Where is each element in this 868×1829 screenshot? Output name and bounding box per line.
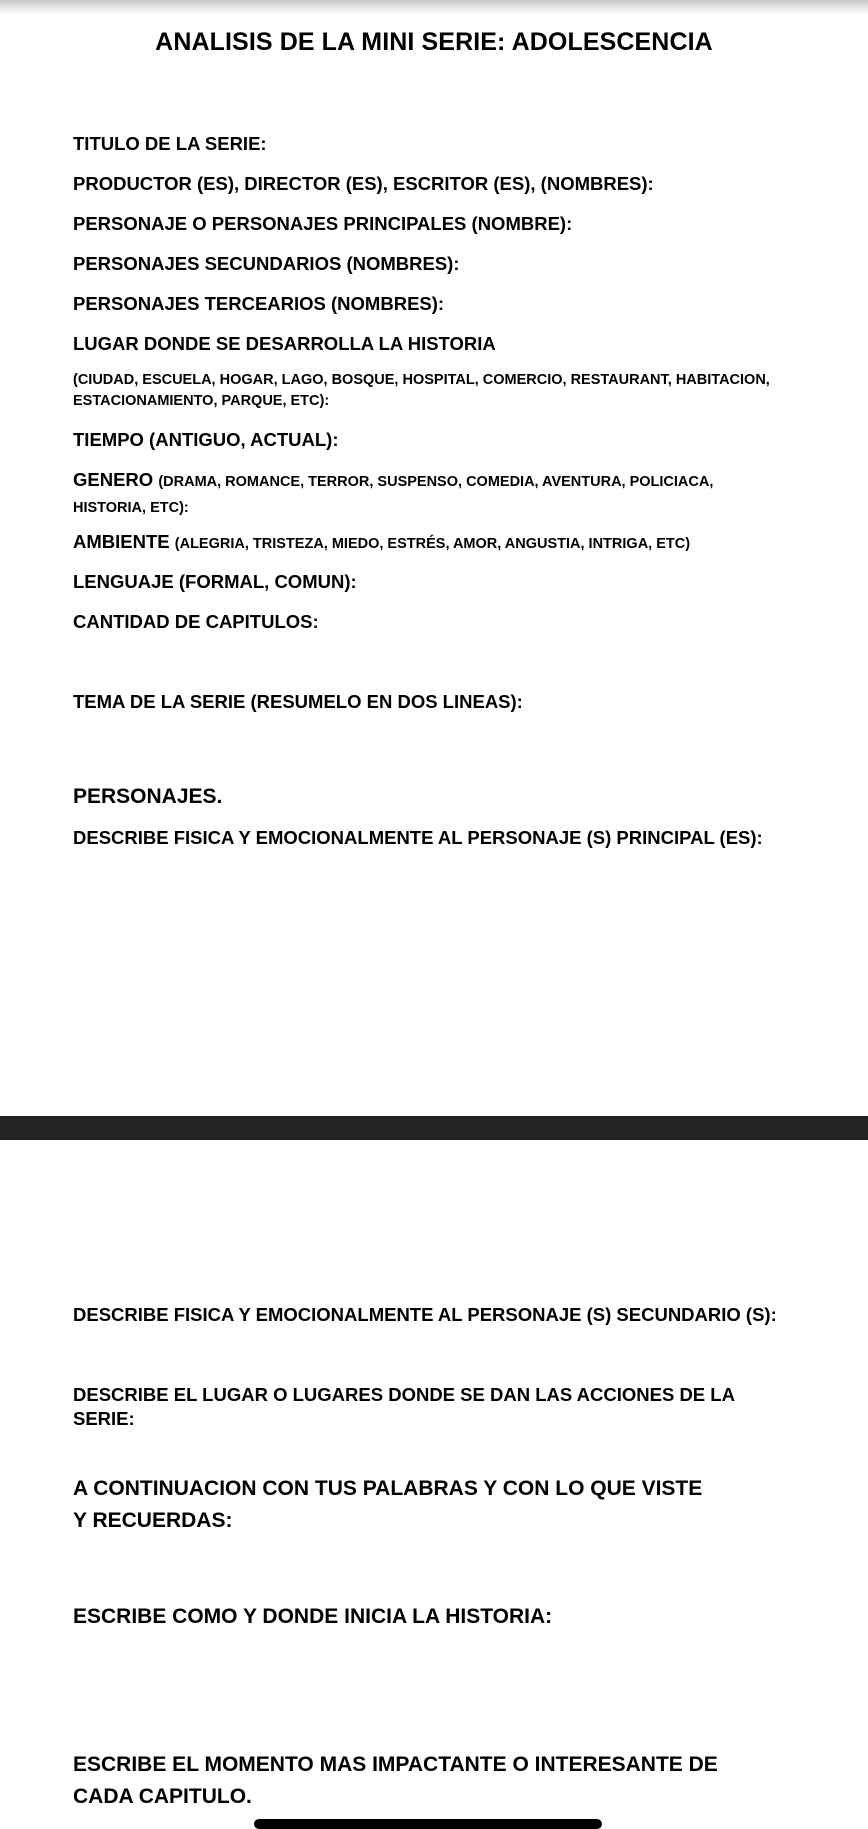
field-productor: PRODUCTOR (ES), DIRECTOR (ES), ESCRITOR (ES), (NOMBRES): [73,173,654,194]
document-title: ANALISIS DE LA MINI SERIE: ADOLESCENCIA [155,28,713,56]
field-describe-principal: DESCRIBE FISICA Y EMOCIONALMENTE AL PERSONAJE (S) PRINCIPAL (ES): [73,827,763,848]
field-ambiente [73,530,783,556]
genero-opciones: (DRAMA, ROMANCE, TERROR, SUSPENSO, COMEDIA, AVENTURA, POLICIACA, HISTORIA, ETC): [73,474,714,516]
field-lugar-detalle: (CIUDAD, ESCUELA, HOGAR, LAGO, BOSQUE, HOSPITAL, COMERCIO, RESTAURANT, HABITACION, ESTACIONAMIENTO, PARQUE, ETC): [73,372,770,409]
ambiente-opciones: (ALEGRIA, TRISTEZA, MIEDO, ESTRÉS, AMOR, ANGUSTIA, INTRIGA, ETC) [174,536,691,552]
field-tiempo: TIEMPO (ANTIGUO, ACTUAL): [73,429,339,450]
field-inicio-historia: ESCRIBE COMO Y DONDE INICIA LA HISTORIA: [73,1605,553,1628]
field-personajes-terciarios: PERSONAJES TERCEARIOS (NOMBRES): [73,293,445,314]
field-describe-lugar: DESCRIBE EL LUGAR O LUGARES DONDE SE DAN LAS ACCIONES DE LA SERIE: [73,1384,735,1429]
section-heading-continuacion: A CONTINUACION CON TUS PALABRAS Y CON LO QUE VISTE Y RECUERDAS: [73,1477,703,1532]
page-divider [0,1116,868,1140]
field-describe-secundario: DESCRIBE FISICA Y EMOCIONALMENTE AL PERSONAJE (S) SECUNDARIO (S): [73,1304,777,1325]
field-capitulos: CANTIDAD DE CAPITULOS: [73,611,319,632]
section-heading-personajes: PERSONAJES. [73,785,223,808]
home-indicator[interactable] [254,1819,602,1829]
field-personajes-principales: PERSONAJE O PERSONAJES PRINCIPALES (NOMBRE): [73,213,573,234]
field-lugar: LUGAR DONDE SE DESARROLLA LA HISTORIA [73,333,496,354]
genero-label: GENERO [73,469,154,490]
field-momento-impactante: ESCRIBE EL MOMENTO MAS IMPACTANTE O INTERESANTE DE CADA CAPITULO. [73,1753,718,1808]
document-page-2 [0,1140,868,1829]
ambiente-label: AMBIENTE [73,531,170,552]
field-genero [73,468,783,520]
top-shadow [0,0,868,14]
field-lenguaje: LENGUAJE (FORMAL, COMUN): [73,571,357,592]
field-tema: TEMA DE LA SERIE (RESUMELO EN DOS LINEAS): [73,691,523,712]
field-titulo: TITULO DE LA SERIE: [73,133,267,154]
field-personajes-secundarios: PERSONAJES SECUNDARIOS (NOMBRES): [73,253,460,274]
